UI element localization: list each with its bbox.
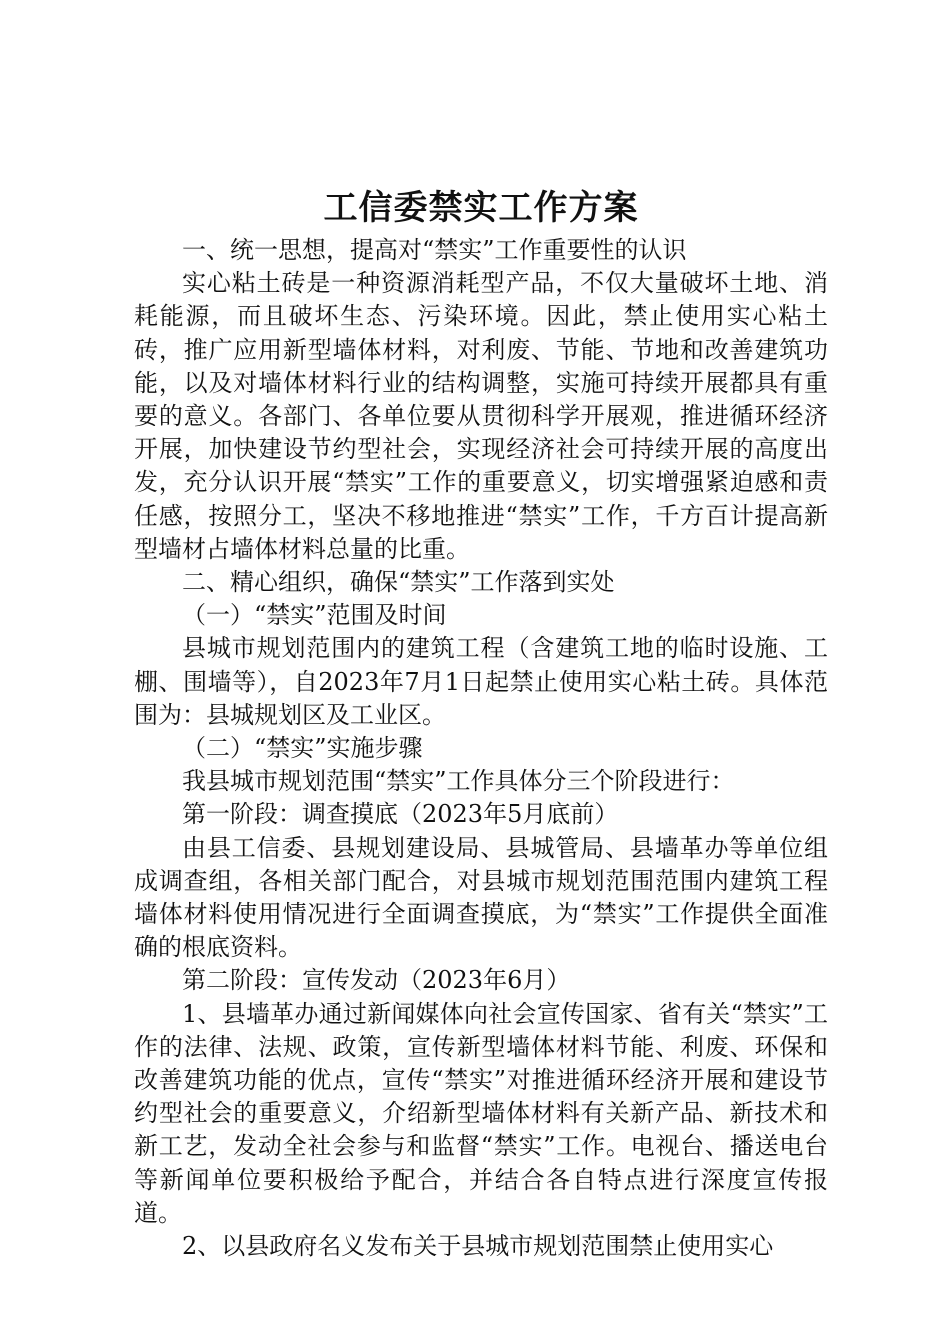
section-heading-2: 二、精心组织，确保“禁实”工作落到实处 [182,568,615,597]
stage-1-heading: 第一阶段：调查摸底（2023年5月底前） [182,800,619,829]
paragraph-1: 实心粘土砖是一种资源消耗型产品，不仅大量破坏土地、消耗能源，而且破坏生态、污染环境。因此，禁止使用实心粘土砖，推广应用新型墙体材料，对利废、节能、节地和改善建筑功能，以及对墙体材料行业的结构调整，实施可持续开展都具有重要的意义。各部门、各单位要从贯彻科学开展观，推进循环经济开展，加快建设节约型社会，实现经济社会可持续开展的高度出发，充分认识开展“禁实”工作的重要意义，切实增强紧迫感和责任感，按照分工，坚决不移地推进“禁实”工作，千方百计提高新型墙材占墙体材料总量的比重。 [134,269,828,563]
document-title: 工信委禁实工作方案 [323,188,639,228]
subheading-scope: （一）“禁实”范围及时间 [182,601,447,630]
stage-2-heading: 第二阶段：宣传发动（2023年6月） [182,966,571,995]
stage-2-item-2: 2、以县政府名义发布关于县城市规划范围禁止使用实心 [182,1232,774,1261]
document-page [134,182,828,1263]
stage-1-paragraph: 由县工信委、县规划建设局、县城管局、县墙革办等单位组成调查组，各相关部门配合，对县城市规划范围范围内建筑工程墙体材料使用情况进行全面调查摸底，为“禁实”工作提供全面准确的根底资料。 [134,833,828,962]
subheading-steps: （二）“禁实”实施步骤 [182,734,423,763]
section-heading-1: 一、统一思想，提高对“禁实”工作重要性的认识 [182,236,687,264]
paragraph-scope: 县城市规划范围内的建筑工程（含建筑工地的临时设施、工棚、围墙等），自2023年7月1日起禁止使用实心粘土砖。具体范围为：县城规划区及工业区。 [134,634,828,729]
paragraph-steps-intro: 我县城市规划范围“禁实”工作具体分三个阶段进行： [182,767,735,796]
stage-2-item-1: 1、县墙革办通过新闻媒体向社会宣传国家、省有关“禁实”工作的法律、法规、政策，宣传新型墙体材料节能、利废、环保和改善建筑功能的优点，宣传“禁实”对推进循环经济开展和建设节约型社会的重要意义，介绍新型墙体材料有关新产品、新技术和新工艺，发动全社会参与和监督“禁实”工作。电视台、播送电台等新闻单位要积极给予配合，并结合各自特点进行深度宣传报道。 [134,999,828,1227]
